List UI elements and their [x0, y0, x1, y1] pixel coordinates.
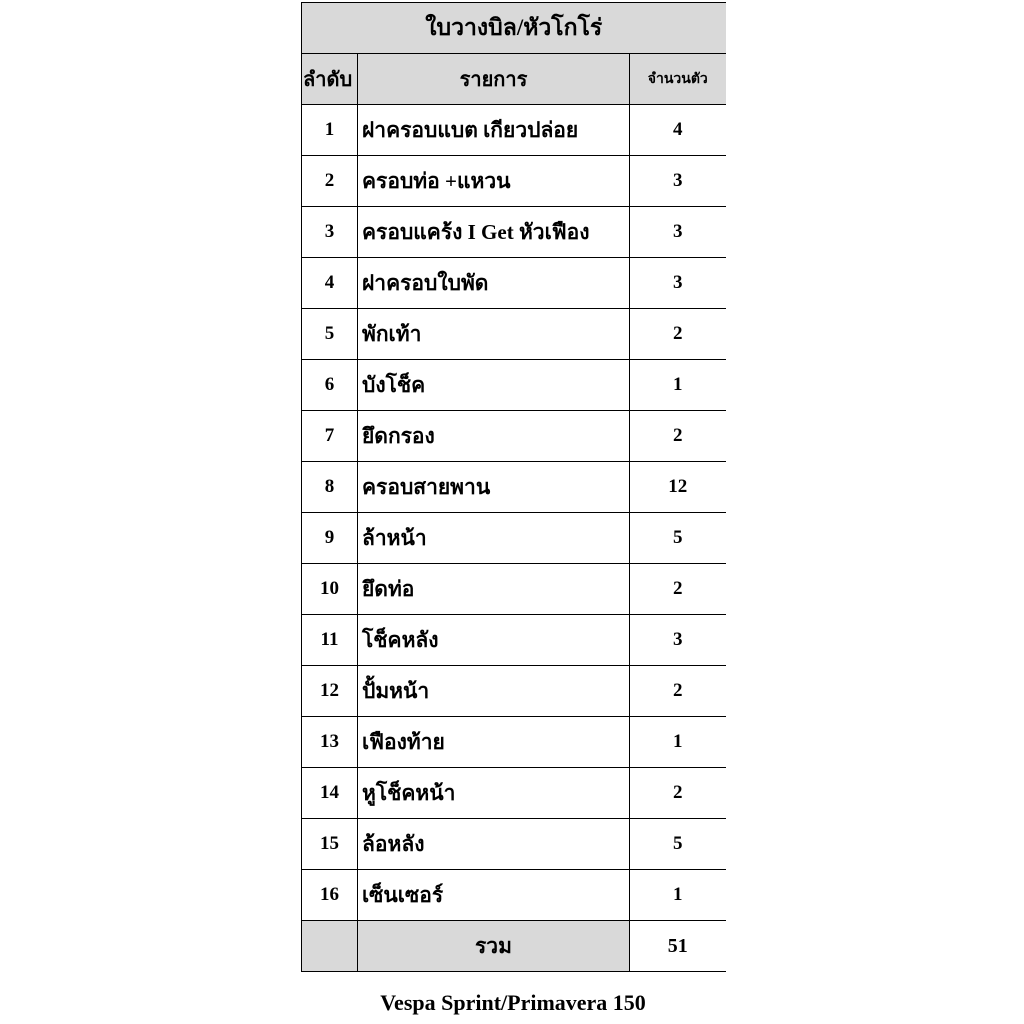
row-qty-cell: 1	[630, 870, 726, 921]
row-item-name-cell: ครอบท่อ +แหวน	[358, 156, 630, 207]
table-row	[302, 411, 726, 462]
total-blank-cell	[302, 921, 358, 972]
total-label: รวม	[358, 921, 630, 972]
table-row	[302, 309, 726, 360]
row-index-cell: 2	[302, 156, 358, 207]
table-row	[302, 207, 726, 258]
caption: Vespa Sprint/Primavera 150	[380, 990, 646, 1015]
row-qty-cell: 12	[630, 462, 726, 513]
row-item-name-cell: ปั้มหน้า	[358, 666, 630, 717]
bill-table	[301, 2, 726, 972]
row-index-cell: 8	[302, 462, 358, 513]
title-row	[302, 3, 726, 54]
row-index-cell: 11	[302, 615, 358, 666]
row-qty-cell: 3	[630, 258, 726, 309]
table-row	[302, 615, 726, 666]
row-item-name-cell: เซ็นเซอร์	[358, 870, 630, 921]
table-row	[302, 258, 726, 309]
row-index-cell: 13	[302, 717, 358, 768]
row-item-name-cell: ล้อหลัง	[358, 819, 630, 870]
table-row	[302, 105, 726, 156]
row-index-cell: 14	[302, 768, 358, 819]
row-index-cell: 10	[302, 564, 358, 615]
table-row	[302, 666, 726, 717]
row-index-cell: 3	[302, 207, 358, 258]
row-index-cell: 16	[302, 870, 358, 921]
row-item-name-cell: ฝาครอบแบต เกียวปล่อย	[358, 105, 630, 156]
row-index-cell: 9	[302, 513, 358, 564]
bill-table-body	[302, 3, 726, 972]
total-qty: 51	[630, 921, 726, 972]
row-item-name-cell: ยึดกรอง	[358, 411, 630, 462]
header-item: รายการ	[358, 54, 630, 105]
total-row	[302, 921, 726, 972]
table-row	[302, 156, 726, 207]
row-item-name-cell: เฟืองท้าย	[358, 717, 630, 768]
row-item-name-cell: พักเท้า	[358, 309, 630, 360]
row-item-name-cell: ยึดท่อ	[358, 564, 630, 615]
table-row	[302, 819, 726, 870]
row-index-cell: 7	[302, 411, 358, 462]
row-qty-cell: 2	[630, 768, 726, 819]
header-row	[302, 54, 726, 105]
row-item-name-cell: ครอบแคร้ง I Get หัวเฟือง	[358, 207, 630, 258]
row-item-name-cell: ล้าหน้า	[358, 513, 630, 564]
row-qty-cell: 2	[630, 411, 726, 462]
table-row	[302, 462, 726, 513]
row-qty-cell: 5	[630, 819, 726, 870]
row-item-name-cell: โช็คหลัง	[358, 615, 630, 666]
table-row	[302, 768, 726, 819]
header-index: ลำดับ	[302, 54, 358, 105]
row-qty-cell: 2	[630, 309, 726, 360]
row-index-cell: 12	[302, 666, 358, 717]
row-qty-cell: 1	[630, 717, 726, 768]
row-index-cell: 1	[302, 105, 358, 156]
table-row	[302, 717, 726, 768]
row-index-cell: 6	[302, 360, 358, 411]
row-qty-cell: 3	[630, 615, 726, 666]
row-index-cell: 15	[302, 819, 358, 870]
row-qty-cell: 2	[630, 666, 726, 717]
row-item-name-cell: บังโช็ค	[358, 360, 630, 411]
header-qty: จำนวนตัว	[630, 54, 726, 105]
row-index-cell: 4	[302, 258, 358, 309]
row-qty-cell: 3	[630, 207, 726, 258]
table-row	[302, 360, 726, 411]
table-row	[302, 513, 726, 564]
table-row	[302, 870, 726, 921]
sheet-title: ใบวางบิล/หัวโกโร่	[302, 3, 726, 54]
row-qty-cell: 1	[630, 360, 726, 411]
table-row	[302, 564, 726, 615]
row-qty-cell: 2	[630, 564, 726, 615]
row-item-name-cell: ครอบสายพาน	[358, 462, 630, 513]
row-qty-cell: 3	[630, 156, 726, 207]
row-item-name-cell: ฝาครอบใบพัด	[358, 258, 630, 309]
row-qty-cell: 5	[630, 513, 726, 564]
row-index-cell: 5	[302, 309, 358, 360]
row-qty-cell: 4	[630, 105, 726, 156]
row-item-name-cell: หูโช็คหน้า	[358, 768, 630, 819]
